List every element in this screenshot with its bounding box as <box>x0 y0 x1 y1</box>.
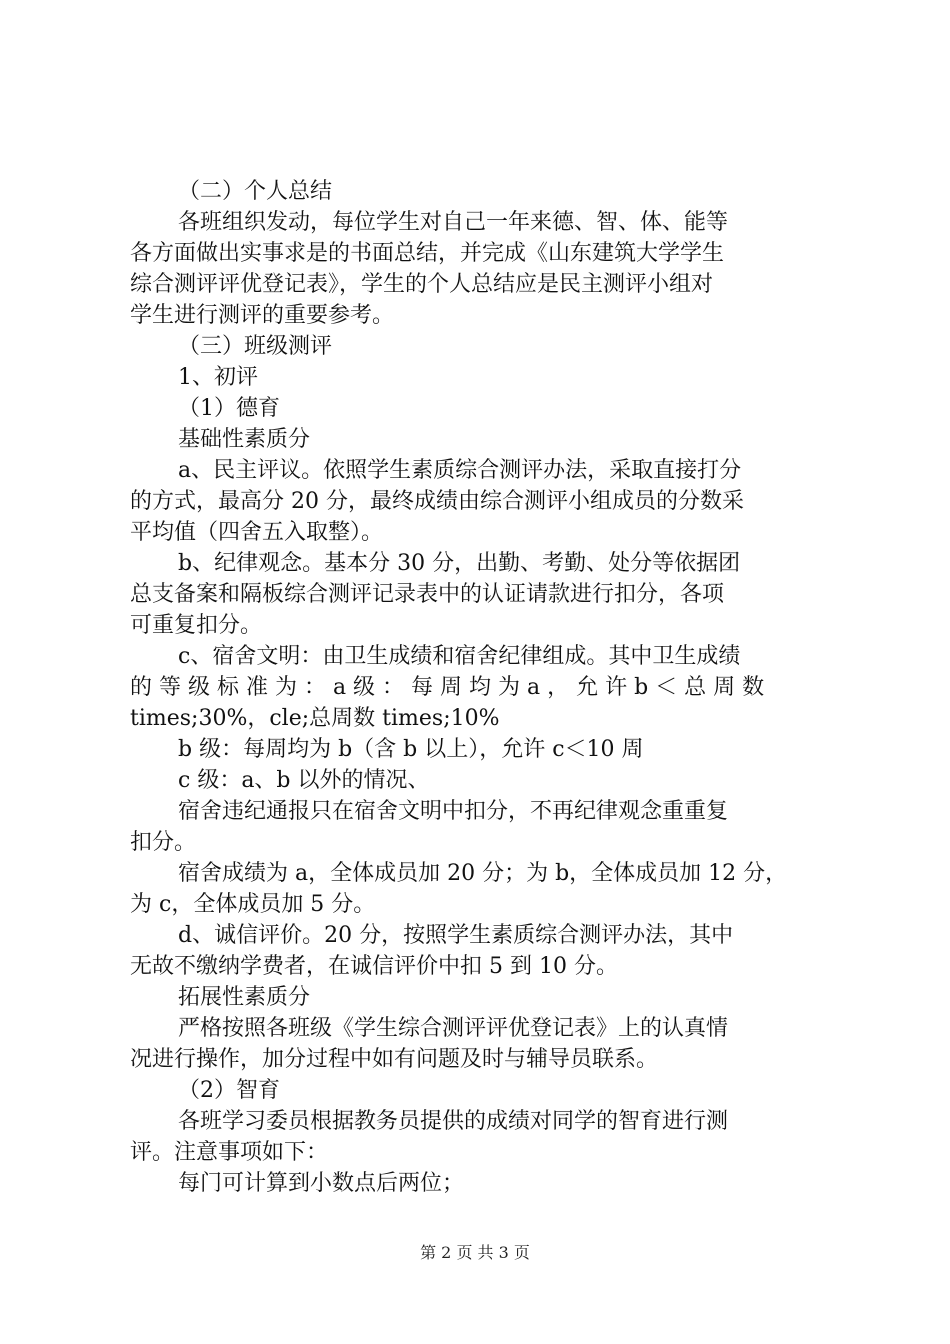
paragraph-line: 无故不缴纳学费者，在诚信评价中扣 5 到 10 分。 <box>130 954 618 979</box>
paragraph-line: b、纪律观念。基本分 30 分，出勤、考勤、处分等依据团 <box>178 551 741 576</box>
paragraph-line: 的 等 级 标 准 为 ： a 级 ： 每 周 均 为 a ， 允 许 b ＜ 总 周 数 <box>130 675 765 700</box>
section-heading-class-evaluation: （三）班级测评 <box>178 334 333 359</box>
page-number-footer: 第 2 页 共 3 页 <box>420 1243 530 1262</box>
paragraph-line: c 级：a、b 以外的情况、 <box>178 768 430 793</box>
paragraph-line: d、诚信评价。20 分，按照学生素质综合测评办法，其中 <box>178 923 734 948</box>
paragraph-line: 综合测评评优登记表》，学生的个人总结应是民主测评小组对 <box>130 272 714 297</box>
subheading-initial-evaluation: 1、初评 <box>178 365 258 390</box>
paragraph-line: 各班组织发动，每位学生对自己一年来德、智、体、能等 <box>178 210 729 235</box>
paragraph-line: 每门可计算到小数点后两位； <box>178 1171 465 1196</box>
paragraph-line: 况进行操作，加分过程中如有问题及时与辅导员联系。 <box>130 1047 659 1072</box>
section-heading-personal-summary: （二）个人总结 <box>178 179 333 204</box>
paragraph-line: 平均值（四舍五入取整）。 <box>130 520 384 545</box>
paragraph-line: 评。注意事项如下： <box>130 1140 329 1165</box>
paragraph-line: 宿舍成绩为 a，全体成员加 20 分；为 b，全体成员加 12 分， <box>178 861 788 886</box>
paragraph-line: 可重复扣分。 <box>130 613 263 638</box>
paragraph-line: 严格按照各班级《学生综合测评评优登记表》上的认真情 <box>178 1016 729 1041</box>
paragraph-line: b 级：每周均为 b（含 b 以上），允许 c＜10 周 <box>178 737 644 762</box>
paragraph-line: 为 c，全体成员加 5 分。 <box>130 892 376 917</box>
paragraph-line: 学生进行测评的重要参考。 <box>130 303 395 328</box>
subheading-extended-quality-score: 拓展性素质分 <box>178 985 311 1010</box>
paragraph-line: 的方式，最高分 20 分，最终成绩由综合测评小组成员的分数采 <box>130 489 744 514</box>
subheading-basic-quality-score: 基础性素质分 <box>178 427 311 452</box>
paragraph-line: 扣分。 <box>130 830 197 855</box>
paragraph-line: c、宿舍文明：由卫生成绩和宿舍纪律组成。其中卫生成绩 <box>178 644 741 669</box>
paragraph-line: 宿舍违纪通报只在宿舍文明中扣分，不再纪律观念重重复 <box>178 799 729 824</box>
subheading-moral-education: （1）德育 <box>178 396 280 421</box>
paragraph-line: 各方面做出实事求是的书面总结，并完成《山东建筑大学学生 <box>130 241 725 266</box>
paragraph-line: 总支备案和隔板综合测评记录表中的认证请款进行扣分，各项 <box>130 582 725 607</box>
paragraph-line: a、民主评议。依照学生素质综合测评办法，采取直接打分 <box>178 458 742 483</box>
subheading-intellectual-education: （2）智育 <box>178 1078 280 1103</box>
paragraph-line: 各班学习委员根据教务员提供的成绩对同学的智育进行测 <box>178 1109 729 1134</box>
paragraph-line: times;30%，cle;总周数 times;10% <box>130 706 500 731</box>
